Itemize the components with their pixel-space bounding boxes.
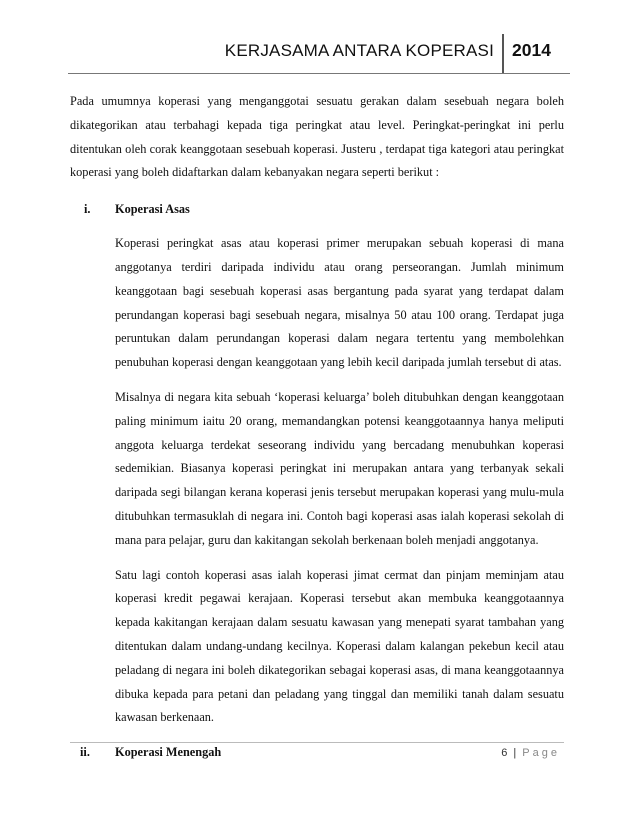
footer-separator: | [513,747,517,759]
page-header [68,34,570,74]
section-title: Koperasi Asas [115,202,190,217]
section-number: ii. [80,745,90,760]
section-heading [84,198,564,222]
paragraph: Koperasi peringkat asas atau koperasi primer merupakan sebuah koperasi di mana anggotanya terdiri daripada individu atau orang perseorangan. Jumlah minimum keanggotaan bagi sesebuah koperasi asas bergantung pada syarat yang terdapat dalam perundangan koperasi bagi sesebuah negara, misalnya 50 atau 100 orang. Terdapat juga peruntukan dalam perundangan koperasi dalam negara tertentu yang membolehkan penubuhan koperasi dengan keanggotaan yang lebih kecil daripada jumlah tersebut di atas. [115,236,564,370]
header-separator [502,34,504,74]
document-body [70,90,564,775]
page-number: 6 [501,747,508,759]
intro-paragraph: Pada umumnya koperasi yang menganggotai sesuatu gerakan dalam sesebuah negara boleh dikategorikan atau terbahagi kepada tiga peringkat atau level. Peringkat-peringkat ini perlu ditentukan oleh corak keanggotaan sesebuah koperasi. Justeru , terdapat tiga kategori atau peringkat koperasi yang boleh didaftarkan dalam kebanyakan negara seperti berikut : [70,94,564,180]
header-rule [68,73,570,74]
section-koperasi-asas [70,198,564,730]
paragraph: Satu lagi contoh koperasi asas ialah koperasi jimat cermat dan pinjam meminjam atau koperasi kredit pegawai kerajaan. Koperasi tersebut akan membuka keanggotaannya kepada kakitangan kerajaan dalam sesuatu kawasan yang menepati syarat tambahan yang ditentukan dalam undang-undang kecilnya. Koperasi dalam kalangan pekebun kecil atau peladang di negara ini boleh dikategorikan sebagai koperasi asas, di mana keanggotaannya dibuka kepada para petani dan peladang yang tinggal dan memiliki tanah dalam sesuatu kawasan berkenaan. [115,567,564,725]
page-footer [70,742,564,766]
section-number: i. [84,202,91,217]
header-year: 2014 [512,40,551,60]
footer-rule [70,742,564,743]
page-number-label [501,747,560,759]
page-word: Page [522,747,560,759]
section-title: Koperasi Menengah [115,745,222,760]
header-title: KERJASAMA ANTARA KOPERASI [224,41,494,60]
paragraph: Misalnya di negara kita sebuah ‘koperasi keluarga’ boleh ditubuhkan dengan keanggotaan paling minimum iaitu 20 orang, memandangkan potensi keanggotaannya hanya meliputi anggota keluarga terdekat seseorang individu yang bercadang menubuhkan koperasi sedemikian. Biasanya koperasi peringkat ini merupakan antara yang terbanyak sekali daripada segi bilangan kerana koperasi jenis tersebut merupakan koperasi yang mulu-mula ditubuhkan termasuklah di negara ini. Contoh bagi koperasi asas ialah koperasi sekolah di mana para pelajar, guru dan kakitangan sekolah berkenaan boleh menjadi anggotanya. [115,389,564,547]
